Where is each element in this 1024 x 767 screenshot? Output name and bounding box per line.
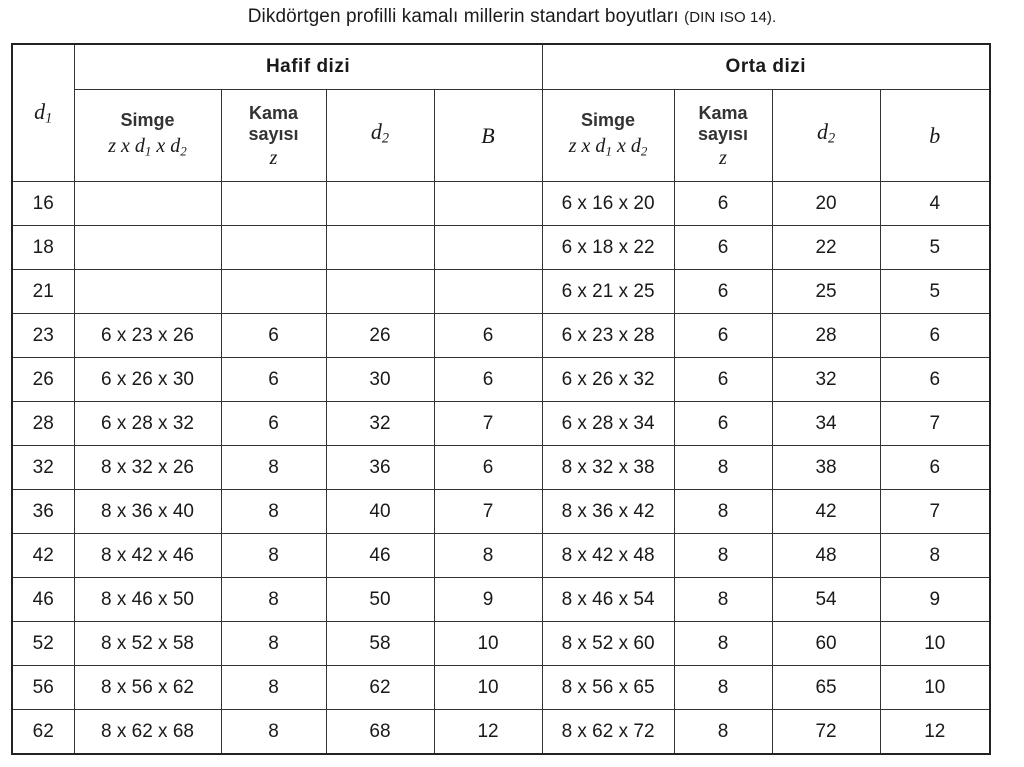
table-row <box>12 270 990 314</box>
cell-light-B: 10 <box>434 666 542 710</box>
cell-medium-d2: 22 <box>772 226 880 270</box>
cell-d1: 21 <box>12 270 74 314</box>
cell-medium-symbol: 8 x 56 x 65 <box>542 666 674 710</box>
cell-light-symbol: 8 x 32 x 26 <box>74 446 221 490</box>
cell-medium-symbol: 8 x 42 x 48 <box>542 534 674 578</box>
cell-d1: 18 <box>12 226 74 270</box>
cell-light-key-count: 8 <box>221 622 326 666</box>
table-row <box>12 182 990 226</box>
table-row <box>12 446 990 490</box>
cell-d1: 56 <box>12 666 74 710</box>
header-medium-d2: $d_2$ <box>772 90 880 182</box>
cell-light-key-count: 8 <box>221 666 326 710</box>
column-header-row <box>12 90 990 182</box>
cell-light-key-count: 6 <box>221 358 326 402</box>
header-light-B: B <box>434 90 542 182</box>
cell-light-d2: 62 <box>326 666 434 710</box>
cell-d1: 26 <box>12 358 74 402</box>
cell-light-symbol: 6 x 26 x 30 <box>74 358 221 402</box>
caption-standard-ref: (DIN ISO 14). <box>684 9 777 26</box>
cell-medium-b: 5 <box>880 226 990 270</box>
cell-light-d2 <box>326 182 434 226</box>
cell-medium-d2: 20 <box>772 182 880 226</box>
cell-light-symbol: 8 x 42 x 46 <box>74 534 221 578</box>
group-header-row <box>12 44 990 90</box>
cell-d1: 28 <box>12 402 74 446</box>
cell-medium-key-count: 8 <box>674 622 772 666</box>
cell-medium-key-count: 8 <box>674 490 772 534</box>
cell-light-key-count: 8 <box>221 490 326 534</box>
cell-light-symbol: 8 x 46 x 50 <box>74 578 221 622</box>
cell-medium-b: 10 <box>880 622 990 666</box>
cell-light-B: 6 <box>434 446 542 490</box>
cell-light-symbol: 8 x 56 x 62 <box>74 666 221 710</box>
cell-medium-symbol: 6 x 18 x 22 <box>542 226 674 270</box>
cell-medium-key-count: 8 <box>674 666 772 710</box>
cell-medium-b: 7 <box>880 490 990 534</box>
cell-medium-key-count: 6 <box>674 226 772 270</box>
table-row <box>12 622 990 666</box>
cell-light-key-count <box>221 182 326 226</box>
cell-light-d2: 30 <box>326 358 434 402</box>
cell-medium-b: 12 <box>880 710 990 755</box>
cell-medium-d2: 65 <box>772 666 880 710</box>
cell-d1: 32 <box>12 446 74 490</box>
cell-light-d2: 36 <box>326 446 434 490</box>
cell-d1: 46 <box>12 578 74 622</box>
cell-medium-symbol: 8 x 52 x 60 <box>542 622 674 666</box>
header-light-series: Hafif dizi <box>74 44 542 90</box>
table-row <box>12 490 990 534</box>
cell-medium-key-count: 8 <box>674 710 772 755</box>
cell-light-B: 6 <box>434 358 542 402</box>
cell-light-d2 <box>326 270 434 314</box>
cell-medium-b: 6 <box>880 314 990 358</box>
cell-light-key-count: 6 <box>221 402 326 446</box>
header-medium-series: Orta dizi <box>542 44 990 90</box>
cell-medium-b: 6 <box>880 358 990 402</box>
cell-medium-symbol: 8 x 32 x 38 <box>542 446 674 490</box>
cell-light-symbol <box>74 226 221 270</box>
cell-medium-b: 5 <box>880 270 990 314</box>
cell-light-B: 10 <box>434 622 542 666</box>
cell-medium-d2: 72 <box>772 710 880 755</box>
cell-medium-symbol: 6 x 28 x 34 <box>542 402 674 446</box>
table-row <box>12 578 990 622</box>
table-row <box>12 358 990 402</box>
cell-light-B: 12 <box>434 710 542 755</box>
cell-d1: 16 <box>12 182 74 226</box>
cell-medium-key-count: 8 <box>674 578 772 622</box>
cell-light-symbol <box>74 182 221 226</box>
cell-light-key-count: 8 <box>221 534 326 578</box>
cell-medium-key-count: 6 <box>674 358 772 402</box>
cell-light-d2: 26 <box>326 314 434 358</box>
cell-light-B <box>434 182 542 226</box>
cell-light-key-count: 8 <box>221 446 326 490</box>
cell-light-symbol: 8 x 52 x 58 <box>74 622 221 666</box>
table-row <box>12 314 990 358</box>
header-medium-b: b <box>880 90 990 182</box>
cell-light-key-count: 6 <box>221 314 326 358</box>
cell-medium-b: 10 <box>880 666 990 710</box>
cell-light-d2: 40 <box>326 490 434 534</box>
cell-medium-symbol: 8 x 62 x 72 <box>542 710 674 755</box>
cell-d1: 36 <box>12 490 74 534</box>
cell-light-key-count: 8 <box>221 710 326 755</box>
spline-shaft-dimensions-table <box>11 43 991 755</box>
cell-d1: 23 <box>12 314 74 358</box>
table-row <box>12 710 990 755</box>
cell-light-key-count <box>221 270 326 314</box>
table-row <box>12 226 990 270</box>
cell-d1: 62 <box>12 710 74 755</box>
cell-light-d2: 58 <box>326 622 434 666</box>
cell-light-d2: 32 <box>326 402 434 446</box>
cell-medium-d2: 42 <box>772 490 880 534</box>
cell-medium-d2: 28 <box>772 314 880 358</box>
header-medium-key-count: Kama sayısı z <box>674 90 772 182</box>
table-row <box>12 402 990 446</box>
cell-light-B: 9 <box>434 578 542 622</box>
cell-light-d2 <box>326 226 434 270</box>
cell-medium-d2: 34 <box>772 402 880 446</box>
cell-medium-b: 4 <box>880 182 990 226</box>
cell-medium-b: 6 <box>880 446 990 490</box>
header-light-symbol: Simge z x $d_1$ x $d_2$ <box>74 90 221 182</box>
cell-light-B: 7 <box>434 490 542 534</box>
cell-light-key-count <box>221 226 326 270</box>
cell-light-symbol: 8 x 62 x 68 <box>74 710 221 755</box>
cell-light-B: 7 <box>434 402 542 446</box>
cell-medium-key-count: 8 <box>674 446 772 490</box>
cell-medium-symbol: 6 x 26 x 32 <box>542 358 674 402</box>
cell-medium-d2: 32 <box>772 358 880 402</box>
cell-d1: 42 <box>12 534 74 578</box>
cell-light-symbol: 8 x 36 x 40 <box>74 490 221 534</box>
table-caption <box>0 6 1024 28</box>
cell-light-key-count: 8 <box>221 578 326 622</box>
header-d1: $d_1$ <box>12 44 74 182</box>
cell-light-symbol: 6 x 28 x 32 <box>74 402 221 446</box>
cell-medium-key-count: 6 <box>674 314 772 358</box>
cell-medium-b: 8 <box>880 534 990 578</box>
table-row <box>12 666 990 710</box>
cell-medium-symbol: 6 x 21 x 25 <box>542 270 674 314</box>
cell-medium-d2: 60 <box>772 622 880 666</box>
cell-medium-symbol: 6 x 23 x 28 <box>542 314 674 358</box>
cell-light-symbol: 6 x 23 x 26 <box>74 314 221 358</box>
cell-light-d2: 46 <box>326 534 434 578</box>
cell-light-B <box>434 270 542 314</box>
header-medium-symbol: Simge z x $d_1$ x $d_2$ <box>542 90 674 182</box>
cell-medium-key-count: 8 <box>674 534 772 578</box>
cell-medium-b: 9 <box>880 578 990 622</box>
header-light-key-count: Kama sayısı z <box>221 90 326 182</box>
cell-medium-key-count: 6 <box>674 402 772 446</box>
cell-light-B <box>434 226 542 270</box>
cell-medium-d2: 25 <box>772 270 880 314</box>
header-light-d2: $d_2$ <box>326 90 434 182</box>
cell-medium-d2: 54 <box>772 578 880 622</box>
cell-medium-key-count: 6 <box>674 270 772 314</box>
cell-medium-symbol: 8 x 36 x 42 <box>542 490 674 534</box>
cell-medium-d2: 38 <box>772 446 880 490</box>
cell-medium-symbol: 8 x 46 x 54 <box>542 578 674 622</box>
caption-main: Dikdörtgen profilli kamalı millerin standart boyutları <box>247 6 679 27</box>
cell-medium-key-count: 6 <box>674 182 772 226</box>
cell-light-symbol <box>74 270 221 314</box>
cell-light-d2: 68 <box>326 710 434 755</box>
cell-light-B: 8 <box>434 534 542 578</box>
table-row <box>12 534 990 578</box>
cell-medium-d2: 48 <box>772 534 880 578</box>
cell-medium-b: 7 <box>880 402 990 446</box>
cell-d1: 52 <box>12 622 74 666</box>
cell-light-d2: 50 <box>326 578 434 622</box>
cell-light-B: 6 <box>434 314 542 358</box>
cell-medium-symbol: 6 x 16 x 20 <box>542 182 674 226</box>
